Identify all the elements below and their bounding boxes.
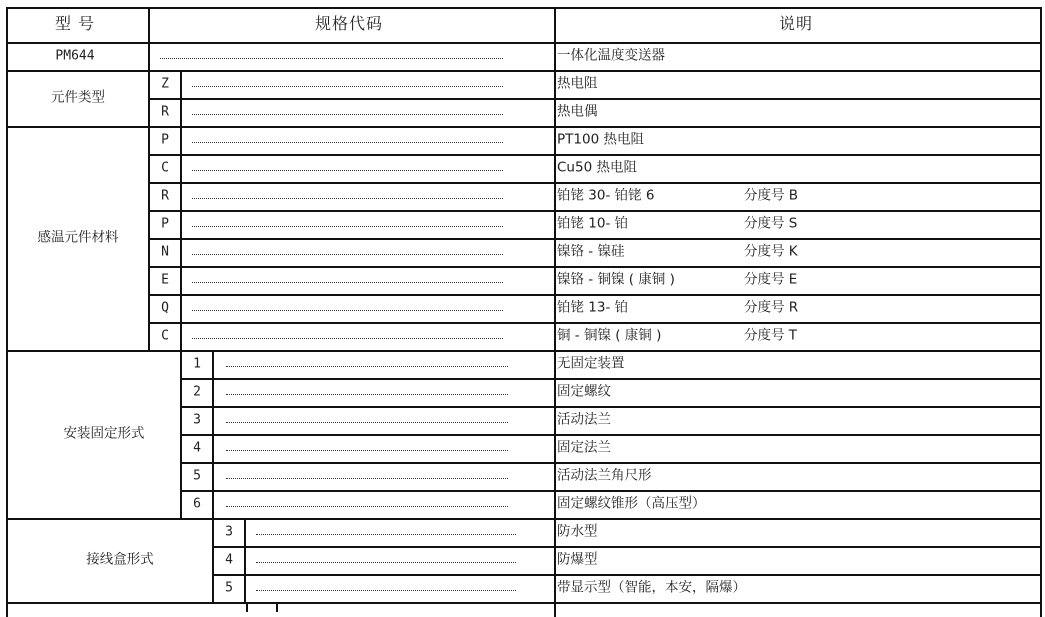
table-top-border bbox=[6, 7, 1040, 9]
spec-code: N bbox=[161, 244, 169, 260]
row-description: 活动法兰 bbox=[557, 411, 611, 428]
dot-leader bbox=[256, 590, 516, 591]
dot-leader bbox=[256, 534, 516, 535]
row-description: 固定法兰 bbox=[557, 439, 611, 456]
section-bottom-rule bbox=[6, 518, 1040, 520]
row-description: 铂铑 10- 铂 bbox=[557, 215, 629, 232]
section-bottom-rule bbox=[6, 602, 1040, 604]
row-rule bbox=[148, 154, 1040, 156]
row-description: 固定螺纹锥形（高压型） bbox=[557, 495, 706, 512]
row-rule bbox=[148, 266, 1040, 268]
graduation-number: 分度号 K bbox=[744, 243, 798, 260]
row-description: Cu50 热电阻 bbox=[557, 159, 637, 176]
code-column-left-rule bbox=[246, 604, 248, 612]
spec-code: 5 bbox=[193, 468, 201, 484]
spec-code: 3 bbox=[193, 412, 201, 428]
row-rule bbox=[148, 322, 1040, 324]
graduation-number: 分度号 S bbox=[744, 215, 798, 232]
dot-leader bbox=[192, 338, 503, 339]
dot-leader bbox=[256, 562, 516, 563]
section-name: 感温元件材料 bbox=[37, 229, 119, 246]
row-rule bbox=[180, 406, 1040, 408]
row-description: 固定螺纹 bbox=[557, 383, 611, 400]
dot-leader bbox=[192, 226, 503, 227]
row-description: 热电阻 bbox=[557, 75, 598, 92]
spec-code: 2 bbox=[193, 384, 201, 400]
row-description: 镍铬 - 镍硅 bbox=[557, 243, 625, 260]
spec-code: 5 bbox=[225, 580, 233, 596]
dot-leader bbox=[226, 478, 508, 479]
spec-code: 4 bbox=[193, 440, 201, 456]
section-bottom-rule bbox=[6, 126, 1040, 128]
row-rule bbox=[212, 574, 1040, 576]
dot-leader bbox=[226, 366, 508, 367]
row-rule bbox=[148, 210, 1040, 212]
row-rule bbox=[180, 462, 1040, 464]
section-name: 元件类型 bbox=[51, 89, 105, 106]
spec-code: C bbox=[161, 328, 169, 344]
dot-leader bbox=[192, 198, 503, 199]
row-description: 热电偶 bbox=[557, 103, 598, 120]
dot-leader bbox=[226, 506, 508, 507]
header-model: 型 号 bbox=[54, 14, 96, 33]
table-left-border bbox=[6, 7, 8, 617]
model-dot-leader bbox=[160, 58, 503, 59]
spec-code: Q bbox=[161, 300, 169, 316]
code-column-right-rule bbox=[244, 518, 246, 602]
spec-code: 4 bbox=[225, 552, 233, 568]
dot-leader bbox=[192, 282, 503, 283]
row-description: PT100 热电阻 bbox=[557, 131, 644, 148]
row-rule bbox=[180, 490, 1040, 492]
spec-code: P bbox=[161, 216, 169, 232]
row-description: 防爆型 bbox=[557, 551, 598, 568]
header-bottom-rule bbox=[6, 42, 1040, 44]
section-bottom-rule bbox=[6, 350, 1040, 352]
row-description: 带显示型（智能，本安，隔爆） bbox=[557, 579, 746, 596]
graduation-number: 分度号 R bbox=[744, 299, 799, 316]
code-column-right-rule bbox=[276, 604, 278, 612]
dot-leader bbox=[226, 422, 508, 423]
dot-leader bbox=[192, 114, 503, 115]
row-rule bbox=[148, 238, 1040, 240]
spec-code: 3 bbox=[225, 524, 233, 540]
dot-leader bbox=[226, 450, 508, 451]
row-description: 铜 - 铜镍 ( 康铜 ) bbox=[557, 327, 662, 344]
row-rule bbox=[148, 98, 1040, 100]
row-description: 防水型 bbox=[557, 523, 598, 540]
spec-code: R bbox=[161, 188, 169, 204]
header-description: 说明 bbox=[778, 14, 814, 33]
row-description: 无固定装置 bbox=[557, 355, 625, 372]
code-column-left-rule bbox=[212, 518, 214, 602]
spec-code: E bbox=[161, 272, 169, 288]
spec-code: 1 bbox=[193, 356, 201, 372]
row-rule bbox=[148, 294, 1040, 296]
table-right-border bbox=[1040, 7, 1042, 617]
spec-code: C bbox=[161, 160, 169, 176]
graduation-number: 分度号 T bbox=[744, 327, 798, 344]
row-rule bbox=[180, 378, 1040, 380]
header-spec-code: 规格代码 bbox=[314, 14, 384, 33]
model-description: 一体化温度变送器 bbox=[557, 47, 665, 64]
model-row-rule bbox=[6, 70, 1040, 72]
dot-leader bbox=[192, 142, 503, 143]
row-rule bbox=[212, 546, 1040, 548]
row-description: 活动法兰角尺形 bbox=[557, 467, 652, 484]
dot-leader bbox=[192, 310, 503, 311]
spec-code: Z bbox=[161, 76, 169, 92]
row-description: 铂铑 30- 铂铑 6 bbox=[557, 187, 655, 204]
model-number: PM644 bbox=[55, 48, 95, 64]
row-description: 铂铑 13- 铂 bbox=[557, 299, 629, 316]
graduation-number: 分度号 E bbox=[744, 271, 798, 288]
section-name: 安装固定形式 bbox=[63, 425, 145, 442]
spec-code: P bbox=[161, 132, 169, 148]
dot-leader bbox=[192, 86, 503, 87]
spec-code: R bbox=[161, 104, 169, 120]
row-rule bbox=[180, 434, 1040, 436]
section-name: 接线盒形式 bbox=[86, 551, 154, 568]
spec-code: 6 bbox=[193, 496, 201, 512]
dot-leader bbox=[226, 394, 508, 395]
row-rule bbox=[148, 182, 1040, 184]
dot-leader bbox=[192, 170, 503, 171]
graduation-number: 分度号 B bbox=[744, 187, 799, 204]
dot-leader bbox=[192, 254, 503, 255]
row-description: 镍铬 - 铜镍 ( 康铜 ) bbox=[557, 271, 675, 288]
